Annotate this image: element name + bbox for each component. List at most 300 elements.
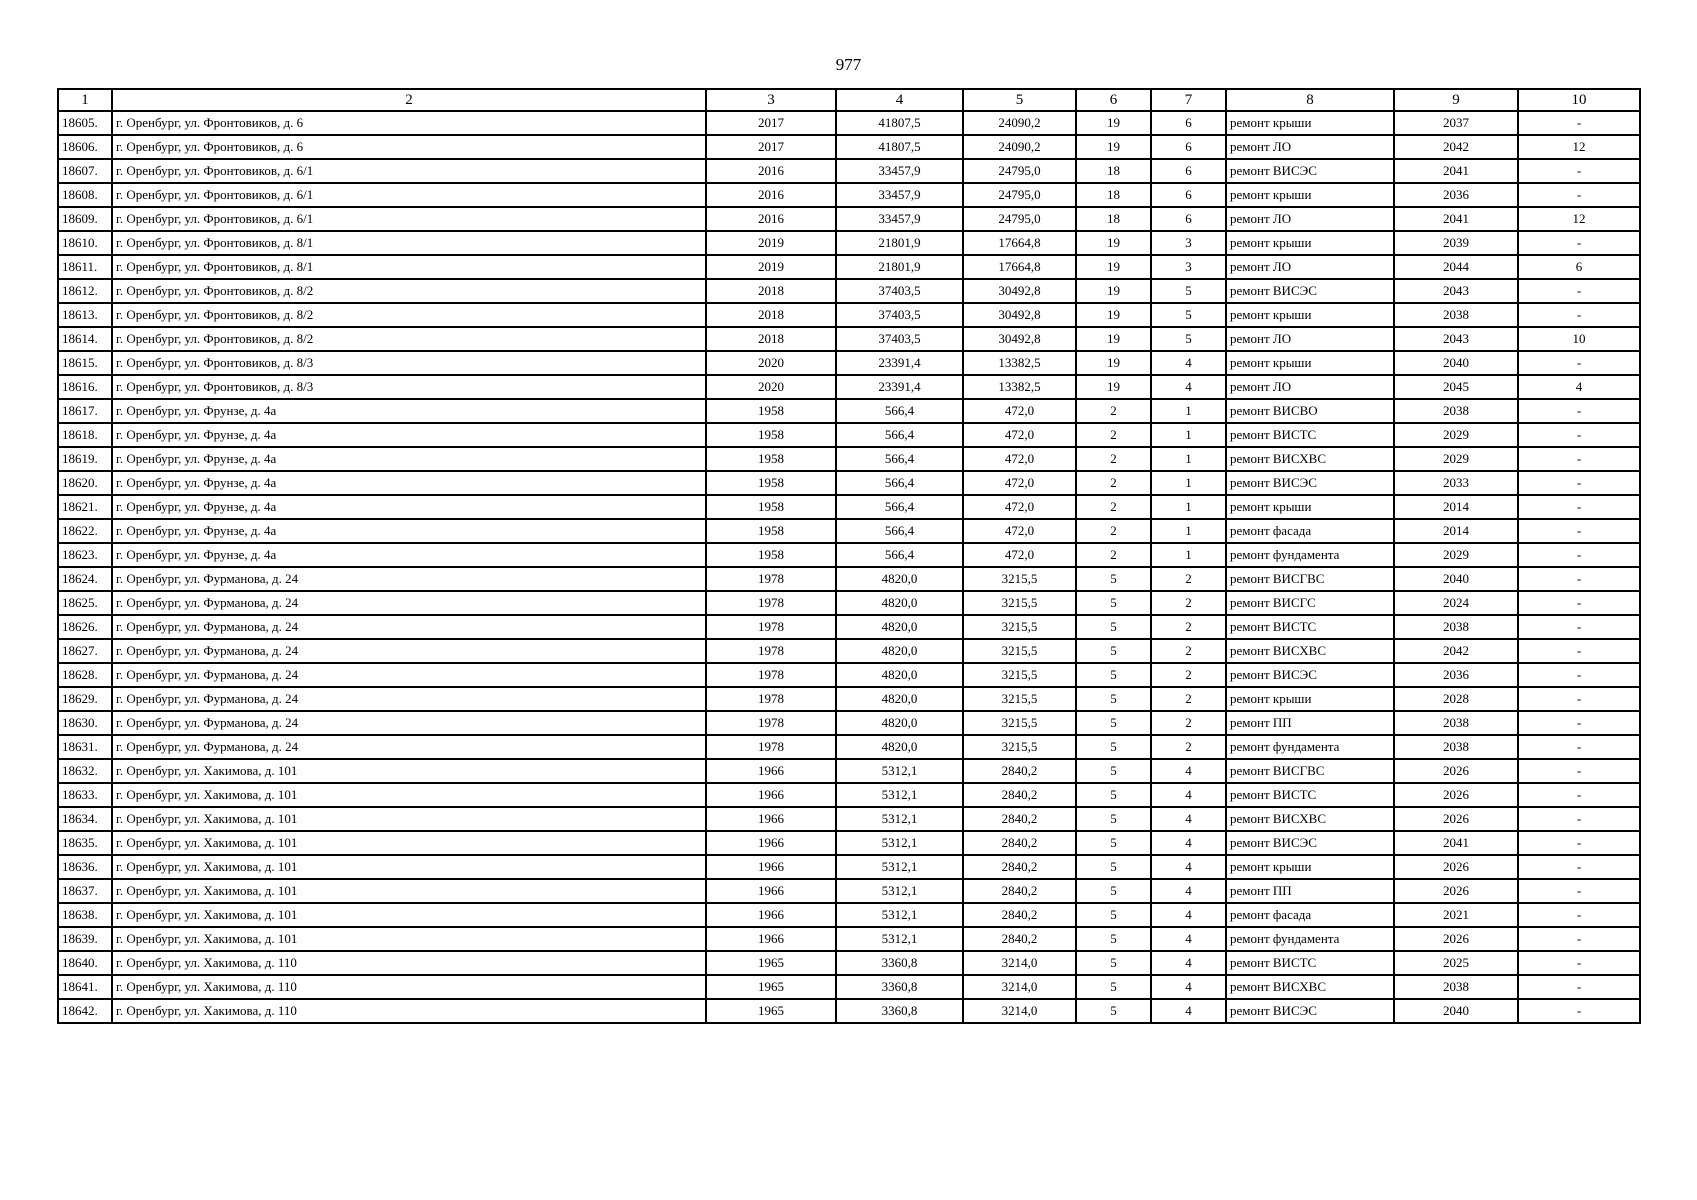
cell-living-area: 2840,2 — [963, 807, 1076, 831]
cell-entrances: 1 — [1151, 423, 1226, 447]
cell-total-area: 3360,8 — [836, 999, 963, 1023]
cell-address: г. Оренбург, ул. Фронтовиков, д. 6/1 — [112, 183, 706, 207]
table-row — [58, 255, 1640, 279]
cell-work-type: ремонт ВИСГС — [1226, 591, 1394, 615]
cell-work-type: ремонт ВИСЭС — [1226, 159, 1394, 183]
cell-address: г. Оренбург, ул. Фронтовиков, д. 6/1 — [112, 207, 706, 231]
table-row — [58, 231, 1640, 255]
table-row — [58, 279, 1640, 303]
cell-entrances: 2 — [1151, 615, 1226, 639]
cell-planned-year: 2045 — [1394, 375, 1518, 399]
cell-row-number: 18623. — [58, 543, 112, 567]
cell-year-built: 1965 — [706, 999, 836, 1023]
cell-year-built: 1978 — [706, 591, 836, 615]
cell-total-area: 566,4 — [836, 543, 963, 567]
cell-year-built: 1978 — [706, 687, 836, 711]
cell-floors: 5 — [1076, 831, 1151, 855]
cell-address: г. Оренбург, ул. Фрунзе, д. 4а — [112, 471, 706, 495]
cell-lo-count: - — [1518, 543, 1640, 567]
cell-row-number: 18636. — [58, 855, 112, 879]
table-row — [58, 183, 1640, 207]
cell-work-type: ремонт ВИСХВС — [1226, 447, 1394, 471]
cell-year-built: 2019 — [706, 231, 836, 255]
cell-row-number: 18637. — [58, 879, 112, 903]
cell-row-number: 18624. — [58, 567, 112, 591]
cell-floors: 5 — [1076, 999, 1151, 1023]
cell-floors: 19 — [1076, 255, 1151, 279]
cell-living-area: 3215,5 — [963, 615, 1076, 639]
table-row — [58, 327, 1640, 351]
cell-planned-year: 2043 — [1394, 327, 1518, 351]
cell-planned-year: 2026 — [1394, 855, 1518, 879]
cell-total-area: 4820,0 — [836, 615, 963, 639]
table-row — [58, 423, 1640, 447]
cell-work-type: ремонт фундамента — [1226, 735, 1394, 759]
cell-total-area: 37403,5 — [836, 327, 963, 351]
cell-address: г. Оренбург, ул. Хакимова, д. 110 — [112, 951, 706, 975]
cell-lo-count: 10 — [1518, 327, 1640, 351]
cell-lo-count: - — [1518, 687, 1640, 711]
cell-address: г. Оренбург, ул. Фронтовиков, д. 8/3 — [112, 351, 706, 375]
cell-row-number: 18606. — [58, 135, 112, 159]
cell-work-type: ремонт фундамента — [1226, 543, 1394, 567]
cell-address: г. Оренбург, ул. Фронтовиков, д. 8/1 — [112, 255, 706, 279]
repair-schedule-table — [57, 88, 1641, 1024]
cell-address: г. Оренбург, ул. Хакимова, д. 101 — [112, 927, 706, 951]
cell-row-number: 18608. — [58, 183, 112, 207]
cell-living-area: 2840,2 — [963, 783, 1076, 807]
cell-work-type: ремонт ВИСЭС — [1226, 999, 1394, 1023]
cell-living-area: 3215,5 — [963, 639, 1076, 663]
cell-address: г. Оренбург, ул. Фронтовиков, д. 8/2 — [112, 327, 706, 351]
table-row — [58, 399, 1640, 423]
cell-lo-count: - — [1518, 423, 1640, 447]
cell-year-built: 1965 — [706, 975, 836, 999]
cell-floors: 5 — [1076, 975, 1151, 999]
cell-living-area: 2840,2 — [963, 879, 1076, 903]
cell-living-area: 24090,2 — [963, 111, 1076, 135]
cell-work-type: ремонт ЛО — [1226, 207, 1394, 231]
cell-row-number: 18620. — [58, 471, 112, 495]
cell-floors: 19 — [1076, 303, 1151, 327]
cell-row-number: 18638. — [58, 903, 112, 927]
cell-planned-year: 2026 — [1394, 783, 1518, 807]
cell-planned-year: 2025 — [1394, 951, 1518, 975]
cell-entrances: 4 — [1151, 351, 1226, 375]
cell-living-area: 30492,8 — [963, 303, 1076, 327]
cell-address: г. Оренбург, ул. Фрунзе, д. 4а — [112, 495, 706, 519]
cell-work-type: ремонт ВИСГВС — [1226, 759, 1394, 783]
cell-year-built: 1978 — [706, 663, 836, 687]
cell-address: г. Оренбург, ул. Фурманова, д. 24 — [112, 591, 706, 615]
cell-planned-year: 2043 — [1394, 279, 1518, 303]
cell-living-area: 472,0 — [963, 495, 1076, 519]
cell-address: г. Оренбург, ул. Фронтовиков, д. 8/2 — [112, 279, 706, 303]
cell-work-type: ремонт крыши — [1226, 495, 1394, 519]
cell-living-area: 24795,0 — [963, 159, 1076, 183]
table-row — [58, 375, 1640, 399]
cell-address: г. Оренбург, ул. Фрунзе, д. 4а — [112, 543, 706, 567]
column-header: 8 — [1226, 89, 1394, 111]
cell-year-built: 2018 — [706, 303, 836, 327]
cell-total-area: 33457,9 — [836, 159, 963, 183]
cell-floors: 19 — [1076, 351, 1151, 375]
cell-address: г. Оренбург, ул. Хакимова, д. 101 — [112, 759, 706, 783]
cell-entrances: 6 — [1151, 135, 1226, 159]
cell-address: г. Оренбург, ул. Хакимова, д. 110 — [112, 975, 706, 999]
column-header: 4 — [836, 89, 963, 111]
cell-year-built: 1978 — [706, 615, 836, 639]
cell-planned-year: 2014 — [1394, 495, 1518, 519]
cell-living-area: 472,0 — [963, 399, 1076, 423]
cell-living-area: 13382,5 — [963, 375, 1076, 399]
cell-work-type: ремонт ПП — [1226, 879, 1394, 903]
cell-living-area: 30492,8 — [963, 279, 1076, 303]
cell-row-number: 18641. — [58, 975, 112, 999]
page-number: 977 — [835, 55, 862, 74]
cell-lo-count: - — [1518, 927, 1640, 951]
cell-floors: 2 — [1076, 519, 1151, 543]
cell-floors: 2 — [1076, 423, 1151, 447]
cell-total-area: 566,4 — [836, 471, 963, 495]
cell-planned-year: 2041 — [1394, 207, 1518, 231]
cell-address: г. Оренбург, ул. Фурманова, д. 24 — [112, 687, 706, 711]
cell-entrances: 5 — [1151, 327, 1226, 351]
cell-floors: 5 — [1076, 687, 1151, 711]
cell-lo-count: 4 — [1518, 375, 1640, 399]
table-row — [58, 807, 1640, 831]
cell-total-area: 566,4 — [836, 519, 963, 543]
cell-total-area: 4820,0 — [836, 663, 963, 687]
cell-year-built: 1966 — [706, 855, 836, 879]
cell-work-type: ремонт ВИСХВС — [1226, 807, 1394, 831]
cell-work-type: ремонт ВИСТС — [1226, 951, 1394, 975]
cell-floors: 19 — [1076, 111, 1151, 135]
cell-floors: 19 — [1076, 375, 1151, 399]
table-row — [58, 495, 1640, 519]
cell-address: г. Оренбург, ул. Фрунзе, д. 4а — [112, 447, 706, 471]
cell-living-area: 3215,5 — [963, 687, 1076, 711]
cell-total-area: 4820,0 — [836, 687, 963, 711]
cell-work-type: ремонт ПП — [1226, 711, 1394, 735]
cell-planned-year: 2021 — [1394, 903, 1518, 927]
cell-lo-count: - — [1518, 471, 1640, 495]
cell-work-type: ремонт ВИСВО — [1226, 399, 1394, 423]
table-row — [58, 567, 1640, 591]
cell-row-number: 18615. — [58, 351, 112, 375]
cell-living-area: 3214,0 — [963, 975, 1076, 999]
cell-living-area: 2840,2 — [963, 759, 1076, 783]
cell-planned-year: 2024 — [1394, 591, 1518, 615]
cell-year-built: 2017 — [706, 111, 836, 135]
cell-entrances: 1 — [1151, 471, 1226, 495]
column-header: 9 — [1394, 89, 1518, 111]
cell-total-area: 37403,5 — [836, 279, 963, 303]
cell-living-area: 472,0 — [963, 471, 1076, 495]
cell-total-area: 5312,1 — [836, 903, 963, 927]
cell-year-built: 1966 — [706, 927, 836, 951]
cell-floors: 18 — [1076, 159, 1151, 183]
cell-year-built: 2020 — [706, 351, 836, 375]
cell-planned-year: 2014 — [1394, 519, 1518, 543]
table-row — [58, 447, 1640, 471]
cell-row-number: 18610. — [58, 231, 112, 255]
cell-work-type: ремонт крыши — [1226, 303, 1394, 327]
cell-entrances: 5 — [1151, 303, 1226, 327]
cell-total-area: 3360,8 — [836, 951, 963, 975]
cell-floors: 19 — [1076, 279, 1151, 303]
cell-row-number: 18631. — [58, 735, 112, 759]
cell-work-type: ремонт фундамента — [1226, 927, 1394, 951]
cell-floors: 5 — [1076, 879, 1151, 903]
cell-work-type: ремонт ЛО — [1226, 375, 1394, 399]
cell-entrances: 4 — [1151, 375, 1226, 399]
cell-living-area: 2840,2 — [963, 903, 1076, 927]
cell-address: г. Оренбург, ул. Хакимова, д. 101 — [112, 831, 706, 855]
cell-living-area: 2840,2 — [963, 927, 1076, 951]
cell-year-built: 1958 — [706, 447, 836, 471]
cell-entrances: 2 — [1151, 591, 1226, 615]
cell-total-area: 4820,0 — [836, 711, 963, 735]
header-row — [58, 89, 1640, 111]
cell-year-built: 2017 — [706, 135, 836, 159]
cell-year-built: 1958 — [706, 399, 836, 423]
cell-row-number: 18626. — [58, 615, 112, 639]
cell-planned-year: 2042 — [1394, 135, 1518, 159]
cell-year-built: 1966 — [706, 783, 836, 807]
cell-floors: 18 — [1076, 183, 1151, 207]
cell-living-area: 472,0 — [963, 543, 1076, 567]
cell-planned-year: 2038 — [1394, 399, 1518, 423]
cell-row-number: 18640. — [58, 951, 112, 975]
cell-total-area: 4820,0 — [836, 591, 963, 615]
cell-lo-count: - — [1518, 999, 1640, 1023]
cell-floors: 5 — [1076, 735, 1151, 759]
cell-total-area: 41807,5 — [836, 135, 963, 159]
cell-row-number: 18619. — [58, 447, 112, 471]
cell-lo-count: - — [1518, 975, 1640, 999]
cell-address: г. Оренбург, ул. Фрунзе, д. 4а — [112, 399, 706, 423]
cell-work-type: ремонт крыши — [1226, 231, 1394, 255]
cell-total-area: 5312,1 — [836, 879, 963, 903]
cell-entrances: 4 — [1151, 759, 1226, 783]
cell-total-area: 4820,0 — [836, 567, 963, 591]
cell-entrances: 1 — [1151, 519, 1226, 543]
cell-floors: 2 — [1076, 471, 1151, 495]
cell-entrances: 6 — [1151, 159, 1226, 183]
cell-living-area: 3215,5 — [963, 591, 1076, 615]
cell-planned-year: 2029 — [1394, 423, 1518, 447]
cell-total-area: 566,4 — [836, 447, 963, 471]
cell-planned-year: 2026 — [1394, 807, 1518, 831]
cell-lo-count: - — [1518, 855, 1640, 879]
cell-row-number: 18607. — [58, 159, 112, 183]
cell-entrances: 5 — [1151, 279, 1226, 303]
cell-lo-count: - — [1518, 447, 1640, 471]
cell-work-type: ремонт ВИСТС — [1226, 615, 1394, 639]
cell-row-number: 18635. — [58, 831, 112, 855]
cell-lo-count: - — [1518, 111, 1640, 135]
column-header: 10 — [1518, 89, 1640, 111]
cell-living-area: 17664,8 — [963, 231, 1076, 255]
cell-planned-year: 2038 — [1394, 615, 1518, 639]
cell-work-type: ремонт крыши — [1226, 351, 1394, 375]
cell-work-type: ремонт ЛО — [1226, 135, 1394, 159]
cell-lo-count: - — [1518, 159, 1640, 183]
cell-row-number: 18642. — [58, 999, 112, 1023]
cell-year-built: 1966 — [706, 759, 836, 783]
cell-year-built: 1978 — [706, 639, 836, 663]
cell-entrances: 6 — [1151, 111, 1226, 135]
cell-floors: 18 — [1076, 207, 1151, 231]
cell-entrances: 4 — [1151, 855, 1226, 879]
cell-floors: 19 — [1076, 231, 1151, 255]
cell-lo-count: 6 — [1518, 255, 1640, 279]
cell-year-built: 2016 — [706, 183, 836, 207]
cell-lo-count: - — [1518, 879, 1640, 903]
cell-work-type: ремонт ВИСТС — [1226, 423, 1394, 447]
cell-row-number: 18633. — [58, 783, 112, 807]
cell-total-area: 5312,1 — [836, 855, 963, 879]
cell-address: г. Оренбург, ул. Фурманова, д. 24 — [112, 615, 706, 639]
cell-entrances: 4 — [1151, 783, 1226, 807]
cell-lo-count: - — [1518, 183, 1640, 207]
cell-lo-count: - — [1518, 831, 1640, 855]
column-header: 1 — [58, 89, 112, 111]
cell-lo-count: - — [1518, 807, 1640, 831]
table-row — [58, 855, 1640, 879]
cell-year-built: 2016 — [706, 207, 836, 231]
table-row — [58, 471, 1640, 495]
table-body — [58, 111, 1640, 1023]
column-header: 7 — [1151, 89, 1226, 111]
cell-address: г. Оренбург, ул. Фурманова, д. 24 — [112, 711, 706, 735]
table-row — [58, 927, 1640, 951]
cell-row-number: 18622. — [58, 519, 112, 543]
cell-living-area: 13382,5 — [963, 351, 1076, 375]
cell-year-built: 1958 — [706, 423, 836, 447]
cell-address: г. Оренбург, ул. Фронтовиков, д. 8/1 — [112, 231, 706, 255]
cell-work-type: ремонт фасада — [1226, 519, 1394, 543]
cell-work-type: ремонт ВИСТС — [1226, 783, 1394, 807]
table-row — [58, 135, 1640, 159]
table-row — [58, 303, 1640, 327]
cell-row-number: 18627. — [58, 639, 112, 663]
cell-work-type: ремонт крыши — [1226, 183, 1394, 207]
table-row — [58, 831, 1640, 855]
cell-planned-year: 2026 — [1394, 879, 1518, 903]
cell-address: г. Оренбург, ул. Фронтовиков, д. 8/2 — [112, 303, 706, 327]
cell-living-area: 3214,0 — [963, 951, 1076, 975]
cell-year-built: 1966 — [706, 879, 836, 903]
cell-lo-count: - — [1518, 759, 1640, 783]
cell-row-number: 18613. — [58, 303, 112, 327]
cell-year-built: 1978 — [706, 735, 836, 759]
cell-entrances: 6 — [1151, 183, 1226, 207]
cell-lo-count: - — [1518, 951, 1640, 975]
cell-entrances: 2 — [1151, 663, 1226, 687]
cell-entrances: 1 — [1151, 543, 1226, 567]
cell-address: г. Оренбург, ул. Фрунзе, д. 4а — [112, 519, 706, 543]
cell-work-type: ремонт крыши — [1226, 111, 1394, 135]
cell-address: г. Оренбург, ул. Фурманова, д. 24 — [112, 663, 706, 687]
table-row — [58, 591, 1640, 615]
cell-entrances: 2 — [1151, 711, 1226, 735]
cell-planned-year: 2040 — [1394, 351, 1518, 375]
cell-address: г. Оренбург, ул. Хакимова, д. 110 — [112, 999, 706, 1023]
cell-address: г. Оренбург, ул. Фурманова, д. 24 — [112, 639, 706, 663]
cell-living-area: 24090,2 — [963, 135, 1076, 159]
table-row — [58, 975, 1640, 999]
cell-floors: 2 — [1076, 543, 1151, 567]
cell-floors: 2 — [1076, 447, 1151, 471]
cell-entrances: 2 — [1151, 639, 1226, 663]
cell-work-type: ремонт ВИСЭС — [1226, 663, 1394, 687]
cell-living-area: 2840,2 — [963, 855, 1076, 879]
cell-living-area: 24795,0 — [963, 207, 1076, 231]
cell-total-area: 21801,9 — [836, 255, 963, 279]
table-row — [58, 543, 1640, 567]
table-row — [58, 903, 1640, 927]
cell-address: г. Оренбург, ул. Фронтовиков, д. 6/1 — [112, 159, 706, 183]
cell-work-type: ремонт ЛО — [1226, 327, 1394, 351]
cell-work-type: ремонт ВИСХВС — [1226, 975, 1394, 999]
table-row — [58, 615, 1640, 639]
cell-row-number: 18632. — [58, 759, 112, 783]
cell-lo-count: - — [1518, 231, 1640, 255]
cell-total-area: 566,4 — [836, 423, 963, 447]
cell-lo-count: - — [1518, 615, 1640, 639]
cell-year-built: 1966 — [706, 903, 836, 927]
cell-entrances: 4 — [1151, 999, 1226, 1023]
cell-living-area: 472,0 — [963, 447, 1076, 471]
table-row — [58, 519, 1640, 543]
cell-entrances: 4 — [1151, 903, 1226, 927]
cell-work-type: ремонт ВИСЭС — [1226, 279, 1394, 303]
cell-lo-count: - — [1518, 399, 1640, 423]
cell-living-area: 3214,0 — [963, 999, 1076, 1023]
cell-address: г. Оренбург, ул. Фрунзе, д. 4а — [112, 423, 706, 447]
cell-total-area: 3360,8 — [836, 975, 963, 999]
cell-row-number: 18609. — [58, 207, 112, 231]
cell-address: г. Оренбург, ул. Хакимова, д. 101 — [112, 855, 706, 879]
cell-lo-count: - — [1518, 303, 1640, 327]
cell-planned-year: 2040 — [1394, 999, 1518, 1023]
cell-floors: 5 — [1076, 591, 1151, 615]
cell-entrances: 1 — [1151, 447, 1226, 471]
table-row — [58, 111, 1640, 135]
cell-planned-year: 2042 — [1394, 639, 1518, 663]
cell-planned-year: 2029 — [1394, 543, 1518, 567]
table-row — [58, 783, 1640, 807]
cell-row-number: 18614. — [58, 327, 112, 351]
cell-planned-year: 2038 — [1394, 711, 1518, 735]
cell-total-area: 41807,5 — [836, 111, 963, 135]
cell-planned-year: 2038 — [1394, 303, 1518, 327]
cell-lo-count: - — [1518, 735, 1640, 759]
cell-total-area: 33457,9 — [836, 207, 963, 231]
cell-address: г. Оренбург, ул. Фронтовиков, д. 8/3 — [112, 375, 706, 399]
column-header: 6 — [1076, 89, 1151, 111]
table-row — [58, 999, 1640, 1023]
cell-planned-year: 2037 — [1394, 111, 1518, 135]
cell-row-number: 18617. — [58, 399, 112, 423]
cell-floors: 5 — [1076, 663, 1151, 687]
cell-planned-year: 2028 — [1394, 687, 1518, 711]
cell-work-type: ремонт ВИСЭС — [1226, 831, 1394, 855]
cell-total-area: 5312,1 — [836, 759, 963, 783]
table-row — [58, 687, 1640, 711]
